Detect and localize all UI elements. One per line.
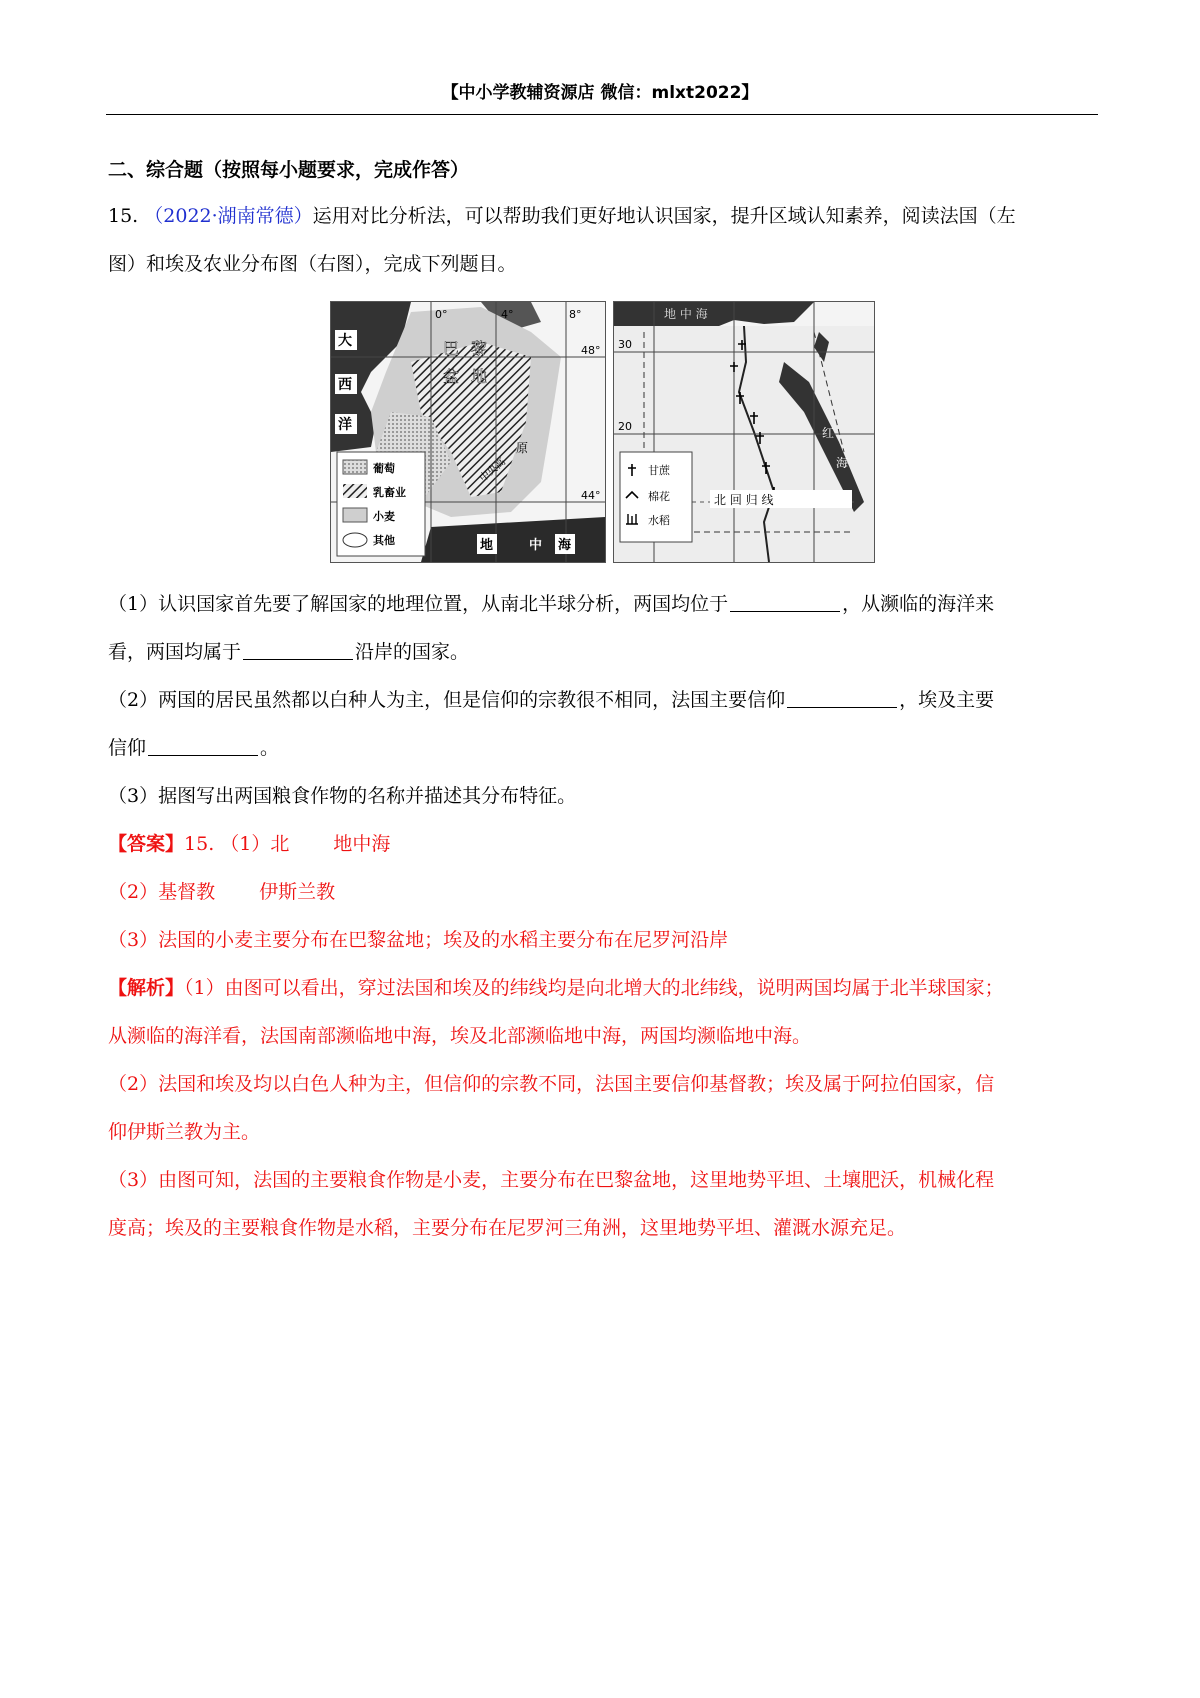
answer-line1 <box>108 830 1098 858</box>
sub1-text-a: （1）认识国家首先要了解国家的地理位置，从南北半球分析，两国均位于 <box>108 593 729 615</box>
sub2-text-c: 信仰 <box>108 737 147 759</box>
answer-line2 <box>108 878 1098 906</box>
subquestion-1-line2 <box>108 638 1098 666</box>
answer-blank[interactable] <box>148 735 258 756</box>
red-sea-label: 海 <box>836 456 849 470</box>
legend-cotton: 棉花 <box>648 490 670 503</box>
subquestion-2-line2 <box>108 734 1098 762</box>
page-header: 【中小学教辅资源店 微信：mlxt2022】 <box>441 83 759 103</box>
analysis-line4: 仰伊斯兰教为主。 <box>108 1121 261 1143</box>
answer-tag: 【答案】 <box>108 833 185 855</box>
question-number: 15. <box>108 205 139 227</box>
answer-text: 地中海 <box>333 833 391 855</box>
sub1-text-b: ，从濒临的海洋来 <box>842 593 995 615</box>
sub1-text-d: 沿岸的国家。 <box>355 641 470 663</box>
subquestion-3: （3）据图写出两国粮食作物的名称并描述其分布特征。 <box>108 785 577 807</box>
analysis-line6: 度高；埃及的主要粮食作物是水稻，主要分布在尼罗河三角洲，这里地势平坦、灌溉水源充足。 <box>108 1217 907 1239</box>
subquestion-2-line1 <box>108 686 1098 714</box>
basin-label: 盆 <box>443 367 460 386</box>
med-label-egypt: 地 中 海 <box>664 307 708 321</box>
analysis-line5: （3）由图可知，法国的主要粮食作物是小麦，主要分布在巴黎盆地，这里地势平坦、土壤肥沃，机械化程 <box>108 1169 995 1191</box>
answer-text: 15. （1）北 <box>184 833 290 855</box>
answer-blank[interactable] <box>243 639 353 660</box>
egypt-lat-label: 20 <box>618 420 632 433</box>
question-stem-text1: 运用对比分析法，可以帮助我们更好地认识国家，提升区域认知素养，阅读法国（左 <box>312 205 1016 227</box>
legend-other: 其他 <box>373 534 395 547</box>
egypt-lat-label: 30 <box>618 338 632 351</box>
legend-sugarcane: 甘蔗 <box>648 464 670 477</box>
analysis-line1 <box>108 974 1098 1002</box>
egypt-map <box>613 301 875 563</box>
med-label: 地 <box>480 538 494 553</box>
answer-line3: （3）法国的小麦主要分布在巴黎盆地；埃及的水稻主要分布在尼罗河沿岸 <box>108 929 729 951</box>
subquestion-1-line1 <box>108 590 1098 618</box>
answer-blank[interactable] <box>787 687 897 708</box>
france-map <box>330 301 606 563</box>
basin-label: 巴 <box>443 339 460 358</box>
med-label: 中 <box>529 538 543 553</box>
legend-grape: 葡萄 <box>373 462 395 475</box>
plateau-label: 原 <box>516 441 529 455</box>
answer-text: （2）基督教 <box>108 881 216 903</box>
sub2-text-b: ，埃及主要 <box>899 689 995 711</box>
question-stem-line1 <box>108 202 1098 230</box>
section-title: 二、综合题（按照每小题要求，完成作答） <box>108 159 470 181</box>
atlantic-label: 西 <box>338 377 352 393</box>
sub1-text-c: 看，两国均属于 <box>108 641 242 663</box>
analysis-line3: （2）法国和埃及均以白色人种为主，但信仰的宗教不同，法国主要信仰基督教；埃及属于阿拉伯国家，信 <box>108 1073 995 1095</box>
tropic-label: 北 回 归 线 <box>714 493 774 507</box>
question-source: （2022·湖南常德） <box>144 205 313 227</box>
basin-label: 地 <box>471 367 488 386</box>
answer-blank[interactable] <box>730 591 840 612</box>
sub2-text-d: 。 <box>260 737 280 759</box>
legend-dairy: 乳畜业 <box>373 486 406 499</box>
atlantic-label: 洋 <box>338 417 352 433</box>
legend-rice: 水稻 <box>648 514 670 527</box>
red-sea-label: 红 <box>822 426 835 440</box>
header-rule <box>106 114 1098 115</box>
med-label: 海 <box>558 538 572 553</box>
france-lat-label: 48° <box>581 344 601 357</box>
answer-text: 伊斯兰教 <box>259 881 336 903</box>
france-lon-label: 8° <box>569 308 582 321</box>
maps-figure <box>330 301 875 563</box>
central-massif-label: 中央高 <box>477 456 508 485</box>
question-stem-line2: 图）和埃及农业分布图（右图），完成下列题目。 <box>108 253 517 275</box>
sub2-text-a: （2）两国的居民虽然都以白种人为主，但是信仰的宗教很不相同，法国主要信仰 <box>108 689 786 711</box>
analysis-text: （1）由图可以看出，穿过法国和埃及的纬线均是向北增大的北纬线，说明两国均属于北半球国家； <box>184 977 1004 999</box>
france-lon-label: 0° <box>435 308 448 321</box>
basin-label: 黎 <box>471 339 488 358</box>
legend-wheat: 小麦 <box>373 510 395 523</box>
atlantic-label: 大 <box>338 333 352 349</box>
analysis-tag: 【解析】 <box>108 977 185 999</box>
france-lon-label: 4° <box>501 308 514 321</box>
analysis-line2: 从濒临的海洋看，法国南部濒临地中海，埃及北部濒临地中海，两国均濒临地中海。 <box>108 1025 812 1047</box>
france-lat-label: 44° <box>581 489 601 502</box>
